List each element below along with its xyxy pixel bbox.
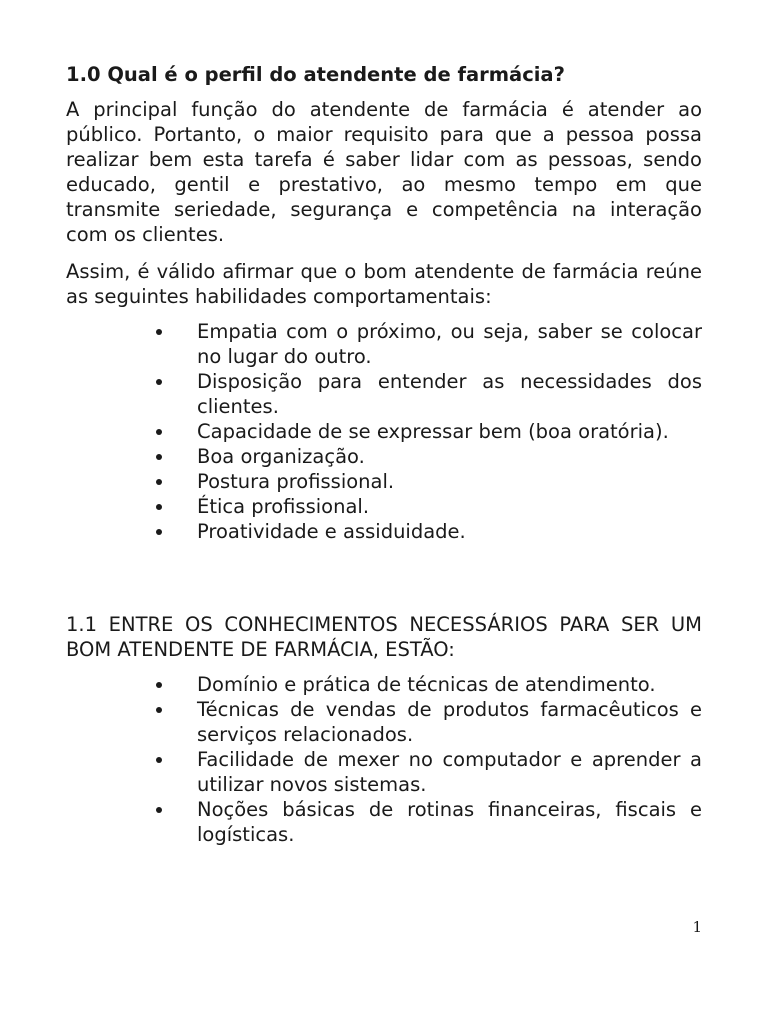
list-item: Empatia com o próximo, ou seja, saber se colocar no lugar do outro. — [156, 319, 702, 369]
bullet-icon — [156, 707, 162, 713]
bullet-icon — [156, 807, 162, 813]
behavioral-skills-list — [66, 319, 702, 544]
list-item: Domínio e prática de técnicas de atendimento. — [156, 672, 702, 697]
document-page — [66, 61, 702, 847]
list-item: Ética profissional. — [156, 494, 702, 519]
spacer — [66, 544, 702, 604]
knowledge-list — [66, 672, 702, 847]
list-item: Boa organização. — [156, 444, 702, 469]
bullet-icon — [156, 454, 162, 460]
list-item: Disposição para entender as necessidades dos clientes. — [156, 369, 702, 419]
bullet-icon — [156, 529, 162, 535]
skills-intro-paragraph: Assim, é válido afirmar que o bom atendente de farmácia reúne as seguintes habilidades comportamentais: — [66, 260, 702, 308]
list-item: Postura profissional. — [156, 469, 702, 494]
list-item: Capacidade de se expressar bem (boa oratória). — [156, 419, 702, 444]
intro-paragraph: A principal função do atendente de farmácia é atender ao público. Portanto, o maior requisito para que a pessoa possa realizar bem esta tarefa é saber lidar com as pessoas, sendo educado, gentil e prestativo, ao mesmo tempo em que transmite seriedade, segurança e competência na interação com os clientes. — [66, 98, 702, 246]
bullet-icon — [156, 504, 162, 510]
list-item: Noções básicas de rotinas financeiras, fiscais e logísticas. — [156, 797, 702, 847]
bullet-icon — [156, 757, 162, 763]
bullet-icon — [156, 682, 162, 688]
list-item: Proatividade e assiduidade. — [156, 519, 702, 544]
section-heading-1-0: 1.0 Qual é o perfil do atendente de farmácia? — [66, 63, 565, 86]
bullet-icon — [156, 379, 162, 385]
page-number: 1 — [692, 918, 702, 936]
list-item: Técnicas de vendas de produtos farmacêuticos e serviços relacionados. — [156, 697, 702, 747]
bullet-icon — [156, 329, 162, 335]
list-item: Facilidade de mexer no computador e aprender a utilizar novos sistemas. — [156, 747, 702, 797]
section-heading-1-1: 1.1 ENTRE OS CONHECIMENTOS NECESSÁRIOS PARA SER UM BOM ATENDENTE DE FARMÁCIA, ESTÃO: — [66, 613, 702, 661]
bullet-icon — [156, 429, 162, 435]
bullet-icon — [156, 479, 162, 485]
